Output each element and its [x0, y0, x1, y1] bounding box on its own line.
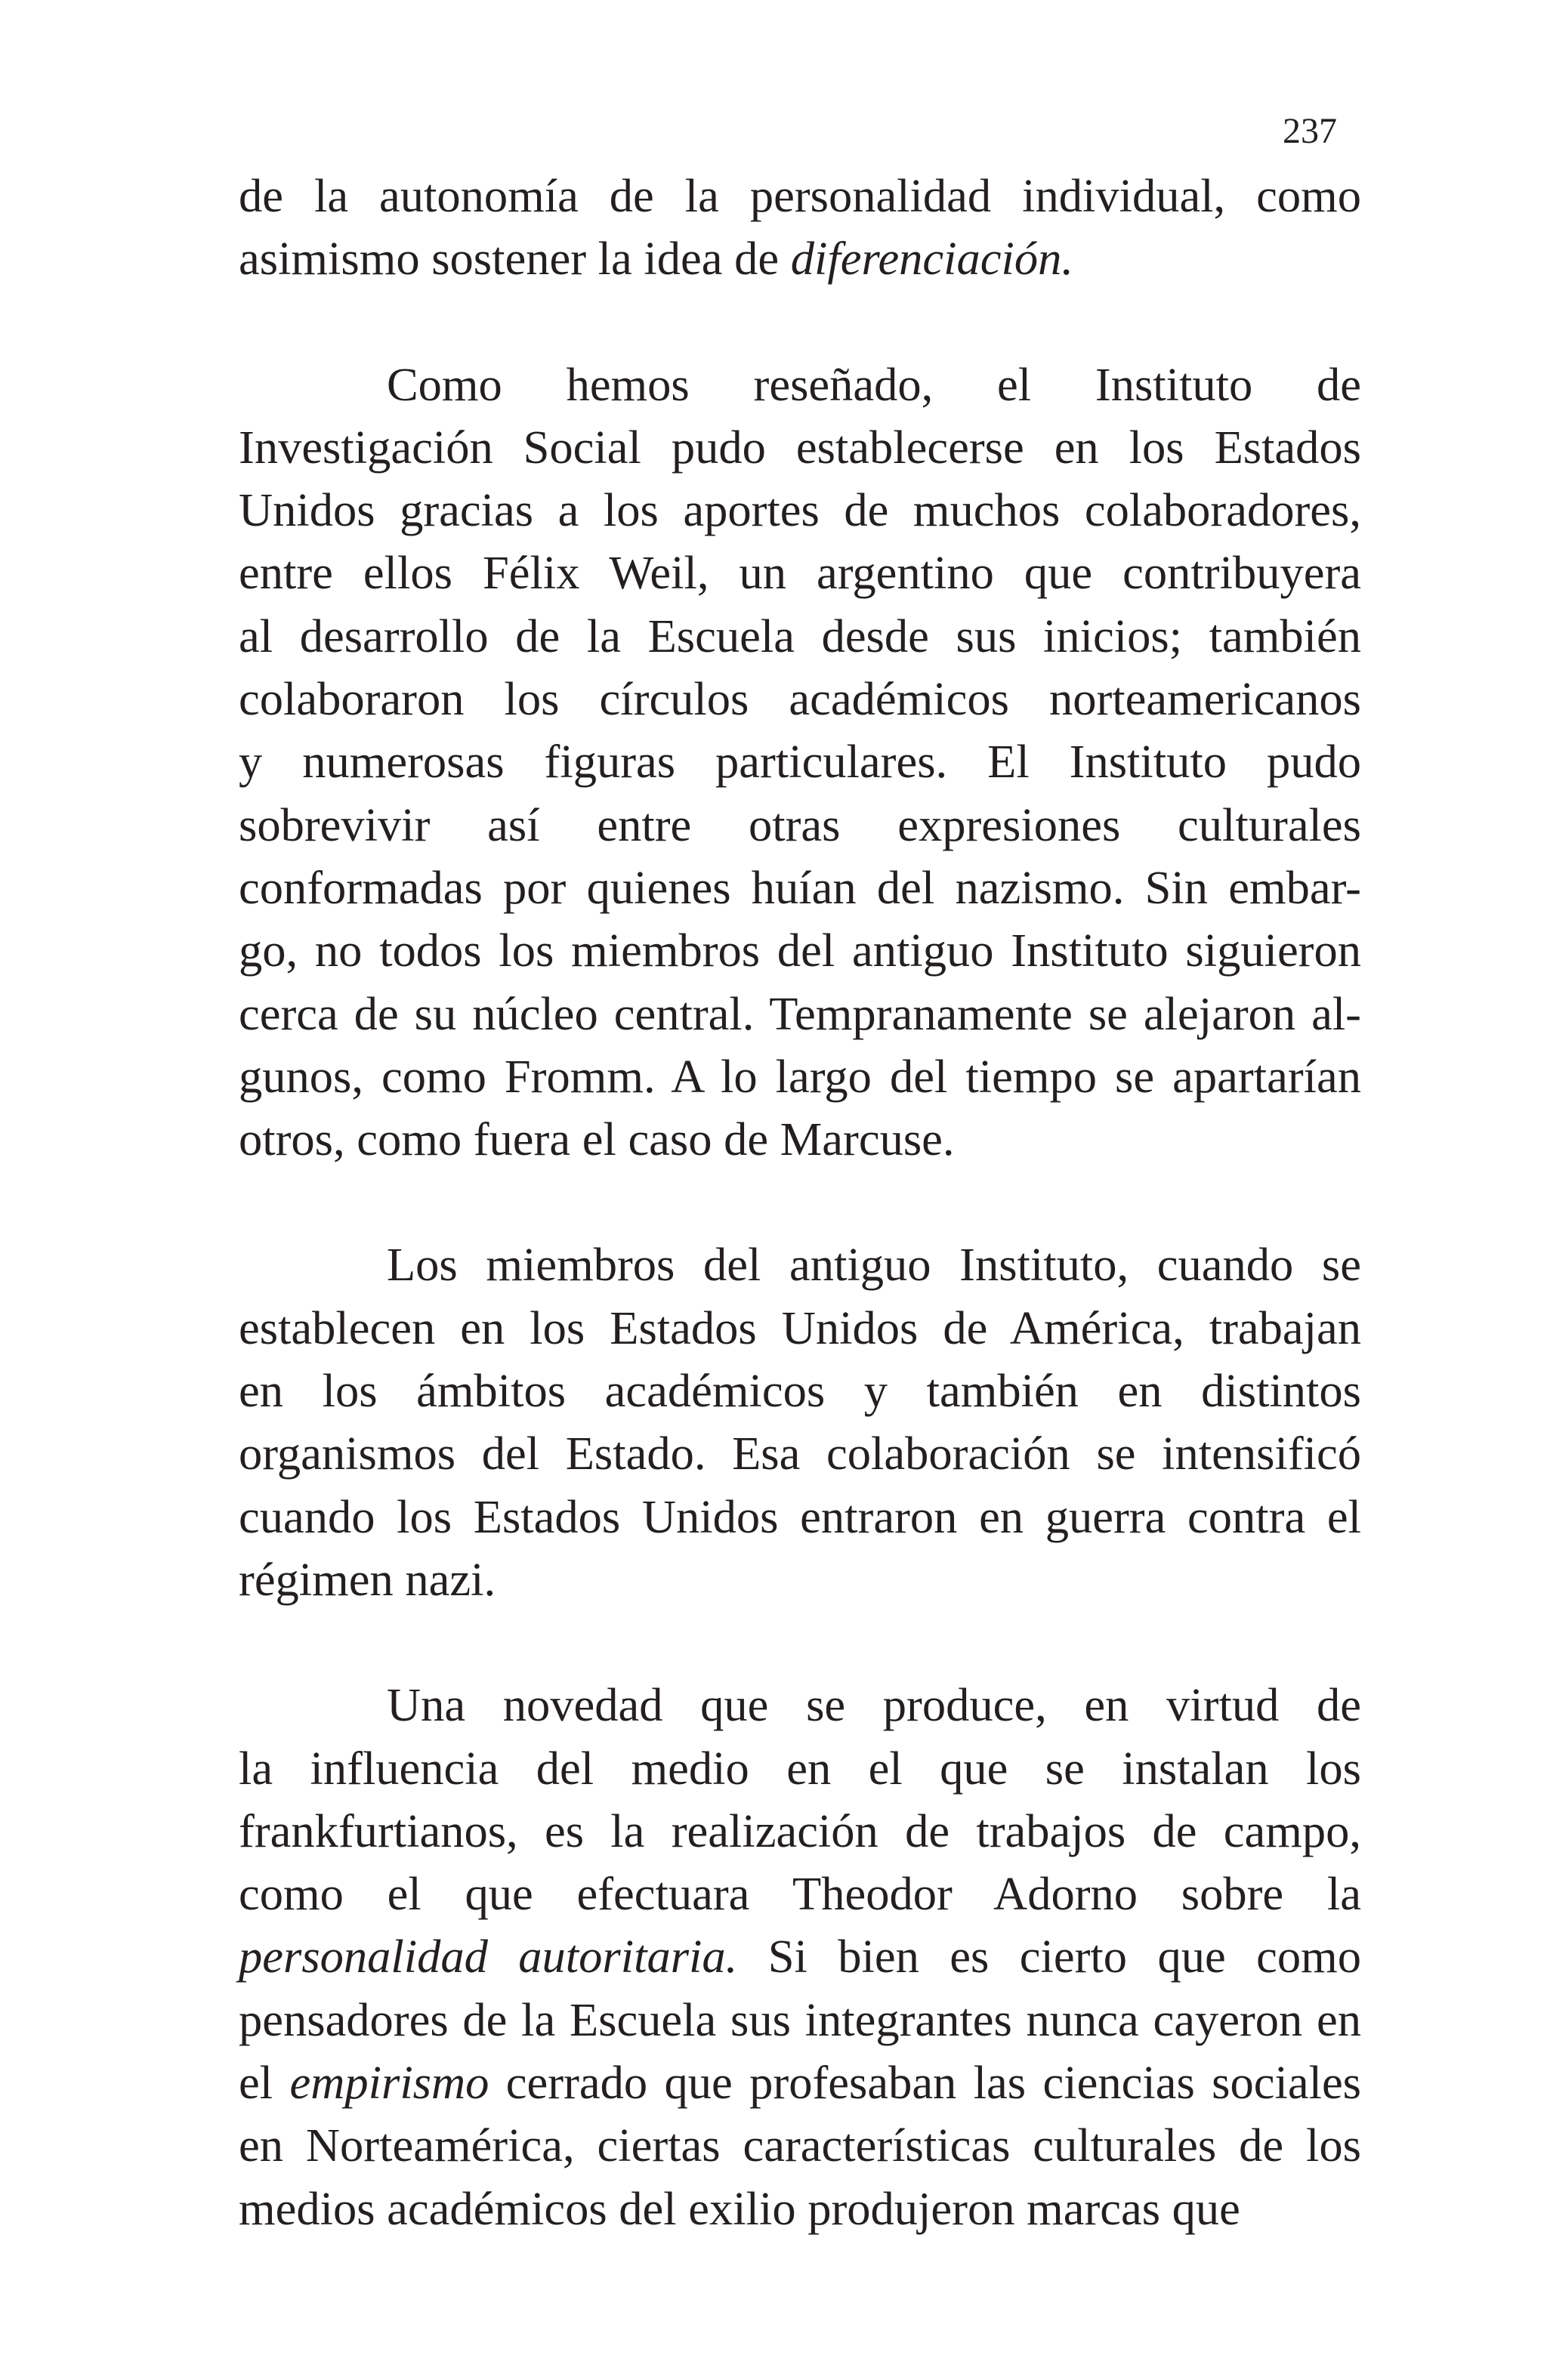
text-line: como el que efectuara Theodor Adorno sobre la	[239, 1867, 1361, 1921]
italic-term: personalidad autoritaria.	[239, 1930, 738, 1983]
body-text	[239, 165, 1361, 2240]
text-line: medios académicos del exilio produjeron marcas que	[239, 2181, 1240, 2235]
text-line: entre ellos Félix Weil, un argentino que contribuyera	[239, 546, 1361, 600]
text-line: colaboraron los círculos académicos norteamericanos	[239, 672, 1361, 726]
text-line: otros, como fuera el caso de Marcuse.	[239, 1113, 955, 1166]
text-line: de la autonomía de la personalidad individual, como	[239, 169, 1361, 222]
text-line: establecen en los Estados Unidos de América, trabajan	[239, 1301, 1361, 1354]
paragraph	[239, 353, 1361, 1171]
paragraph-gap	[239, 1611, 1361, 1674]
text-line: al desarrollo de la Escuela desde sus inicios; también	[239, 609, 1361, 662]
paragraph	[239, 1233, 1361, 1611]
paragraph-gap	[239, 1171, 1361, 1233]
italic-term: diferenciación.	[790, 232, 1074, 286]
text-line: cuando los Estados Unidos entraron en guerra contra el	[239, 1489, 1361, 1543]
paragraph	[239, 1674, 1361, 2240]
text-line: Investigación Social pudo establecerse en los Estados	[239, 420, 1361, 474]
text-line: Una novedad que se produce, en virtud de	[387, 1678, 1361, 1732]
italic-term: empirismo	[289, 2056, 489, 2110]
text-line: sobrevivir así entre otras expresiones culturales	[239, 798, 1361, 851]
text-line: Unidos gracias a los aportes de muchos colaboradores,	[239, 483, 1361, 537]
text-line: frankfurtianos, es la realización de trabajos de campo,	[239, 1804, 1361, 1857]
text-line: asimismo sostener la idea de diferenciación.	[239, 232, 1074, 286]
text-line: Como hemos reseñado, el Instituto de	[387, 357, 1361, 411]
text-line: go, no todos los miembros del antiguo Instituto siguieron	[239, 924, 1361, 977]
text-line: Los miembros del antiguo Instituto, cuando se	[387, 1238, 1361, 1292]
text-line: organismos del Estado. Esa colaboración se intensificó	[239, 1427, 1361, 1480]
paragraph	[239, 165, 1361, 291]
text-line: gunos, como Fromm. A lo largo del tiempo se apartarían	[239, 1049, 1361, 1103]
text-line: personalidad autoritaria. Si bien es cierto que como	[239, 1930, 1361, 1983]
text-line: en los ámbitos académicos y también en distintos	[239, 1364, 1361, 1418]
text-line: conformadas por quienes huían del nazismo. Sin embar-	[239, 860, 1361, 914]
paragraph-gap	[239, 291, 1361, 353]
text-line: pensadores de la Escuela sus integrantes nunca cayeron en	[239, 1993, 1361, 2046]
text-line: la influencia del medio en el que se instalan los	[239, 1741, 1361, 1795]
text-line: cerca de su núcleo central. Tempranamente se alejaron al-	[239, 986, 1361, 1040]
text-line: régimen nazi.	[239, 1552, 496, 1606]
text-line: el empirismo cerrado que profesaban las ciencias sociales	[239, 2056, 1362, 2110]
text-line: y numerosas figuras particulares. El Instituto pudo	[239, 735, 1361, 789]
text-line: en Norteamérica, ciertas características culturales de los	[239, 2119, 1361, 2172]
page-number: 237	[1283, 111, 1337, 151]
